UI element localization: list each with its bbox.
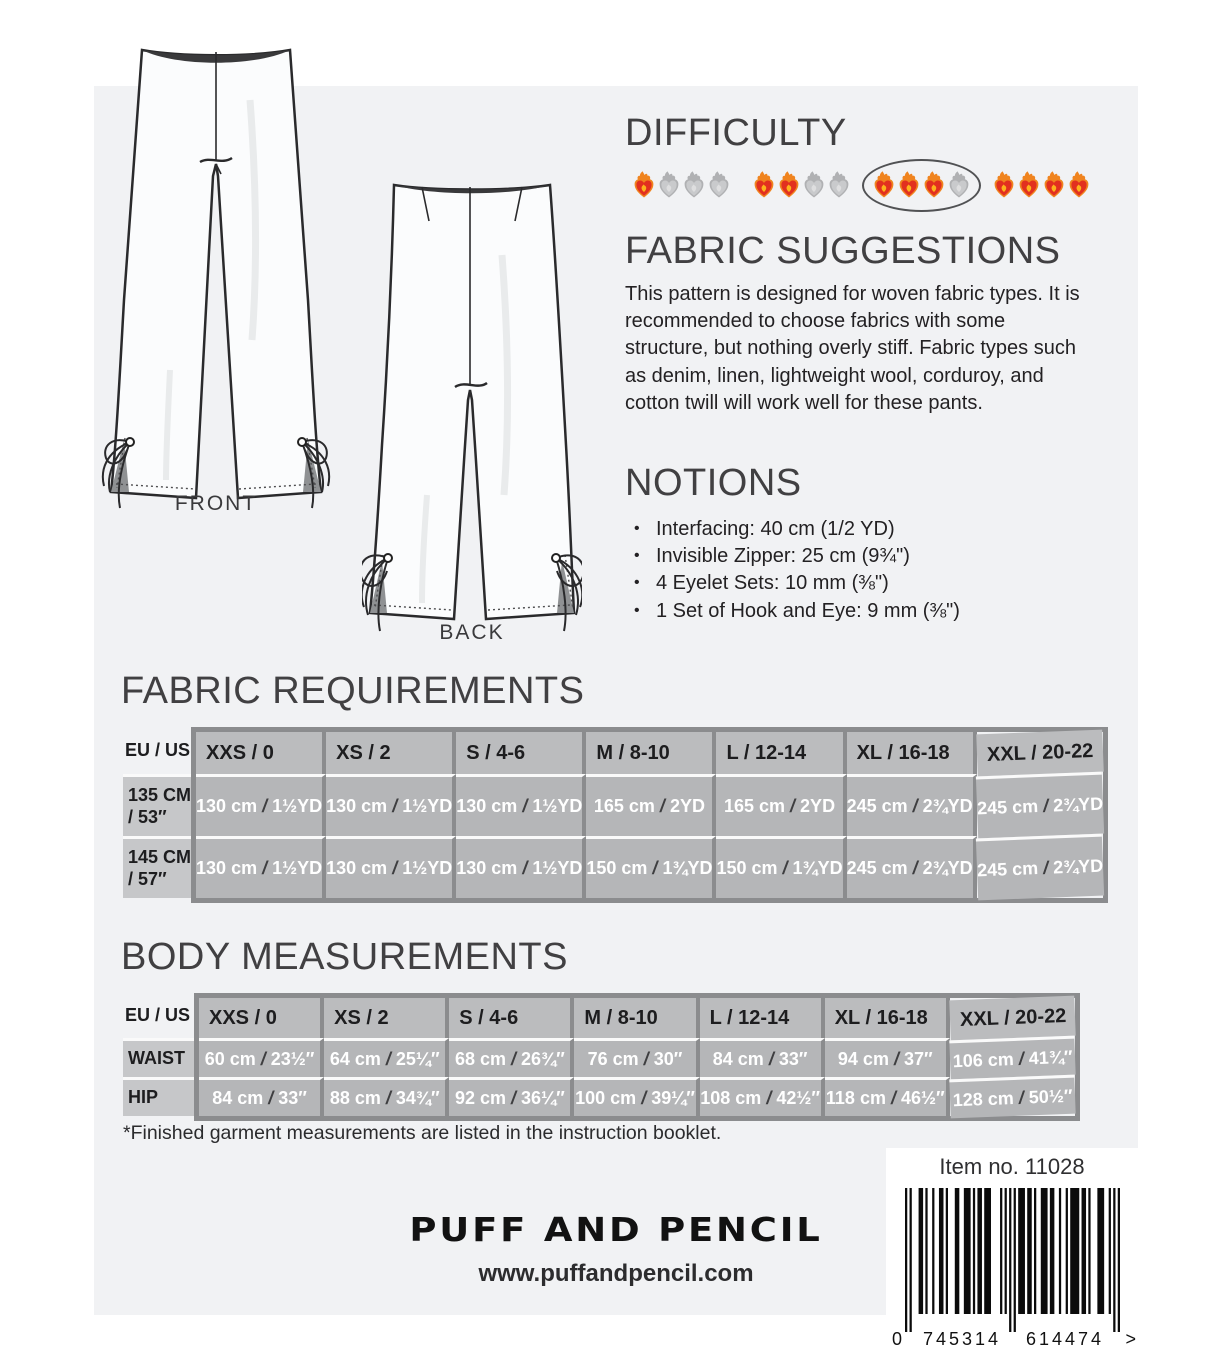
- back-figure-label: BACK: [439, 621, 505, 644]
- body-measurements-table: [123, 993, 1080, 1121]
- size-column-header: XS / 2: [326, 732, 456, 774]
- measurement-cell: 128 cm / 50½″: [949, 1075, 1076, 1119]
- body-measurements-heading: BODY MEASUREMENTS: [121, 936, 568, 978]
- size-column-header: XXS / 0: [196, 732, 326, 774]
- measurement-cell: 84 cm / 33″: [199, 1077, 324, 1116]
- fabric-requirements-heading: FABRIC REQUIREMENTS: [121, 670, 585, 712]
- measurement-cell: 76 cm / 30″: [574, 1038, 699, 1077]
- row-label: 145 CM / 57″: [123, 836, 191, 898]
- row-label: WAIST: [123, 1038, 194, 1077]
- measurement-cell: 245 cm / 2¾YD: [847, 836, 977, 898]
- brand-logo: PUFF AND PENCIL: [409, 1210, 823, 1249]
- barcode-icon: [905, 1188, 1120, 1334]
- notions-heading: NOTIONS: [625, 462, 802, 504]
- measurement-cell: 60 cm / 23½″: [199, 1038, 324, 1077]
- notion-item: • 4 Eyelet Sets: 10 mm (⅜"): [630, 570, 1110, 597]
- difficulty-selected-circle: [862, 159, 981, 212]
- measurement-cell: 130 cm / 1½YD: [456, 774, 586, 836]
- measurement-cell: 118 cm / 46½″: [825, 1077, 950, 1116]
- measurement-cell: 106 cm / 41¾″: [949, 1036, 1076, 1080]
- barcode-digit-lead: 0: [892, 1329, 903, 1349]
- measurement-cell: 130 cm / 1½YD: [326, 836, 456, 898]
- difficulty-group: [752, 170, 851, 199]
- table-corner-label: EU / US: [125, 740, 191, 760]
- size-column-header: S / 4-6: [456, 732, 586, 774]
- notion-item: • 1 Set of Hook and Eye: 9 mm (⅜"): [630, 598, 1110, 625]
- flame-heart-icon: [752, 170, 776, 199]
- measurement-cell: 130 cm / 1½YD: [196, 836, 326, 898]
- difficulty-group: [872, 170, 971, 199]
- fabric-requirements-table: [123, 727, 1104, 903]
- measurement-cell: 150 cm / 1¾YD: [586, 836, 716, 898]
- barcode-trail-mark: >: [1125, 1329, 1136, 1349]
- measurement-cell: 150 cm / 1¾YD: [716, 836, 846, 898]
- flame-heart-icon: [777, 170, 801, 199]
- size-column-header: M / 8-10: [586, 732, 716, 774]
- barcode-panel: [886, 1148, 1138, 1356]
- difficulty-heading: DIFFICULTY: [625, 112, 847, 154]
- size-column-header: S / 4-6: [449, 998, 574, 1038]
- fabric-suggestions-heading: FABRIC SUGGESTIONS: [625, 230, 1061, 272]
- flame-heart-icon: [1017, 170, 1041, 199]
- measurement-cell: 92 cm / 36¼″: [449, 1077, 574, 1116]
- measurement-cell: 130 cm / 1½YD: [456, 836, 586, 898]
- notions-list: [630, 516, 1110, 625]
- measurement-cell: 100 cm / 39¼″: [574, 1077, 699, 1116]
- difficulty-group: [632, 170, 731, 199]
- item-number: Item no. 11028: [939, 1154, 1085, 1179]
- flame-heart-icon: [1042, 170, 1066, 199]
- measurement-cell: 245 cm / 2¾YD: [976, 772, 1104, 839]
- fabric-suggestions-text: This pattern is designed for woven fabric types. It is recommended to choose fabrics with some structure, but nothing overly stiff. Fabric types such as denim, linen, lightweight wool, corduroy, and cotton twill will work well for these pants.: [625, 283, 1080, 414]
- measurement-cell: 64 cm / 25¼″: [324, 1038, 449, 1077]
- barcode-digits-right: 614474: [1025, 1329, 1105, 1349]
- size-column-header: XXS / 0: [199, 998, 324, 1038]
- website-url: www.puffandpencil.com: [478, 1260, 754, 1287]
- measurement-cell: 84 cm / 33″: [700, 1038, 825, 1077]
- notion-item: • Invisible Zipper: 25 cm (9¾"): [630, 543, 1110, 570]
- flame-heart-icon: [632, 170, 656, 199]
- flame-heart-icon: [707, 170, 731, 199]
- row-label: HIP: [123, 1077, 194, 1116]
- size-column-header: XL / 16-18: [847, 732, 977, 774]
- measurement-cell: 165 cm / 2YD: [716, 774, 846, 836]
- difficulty-group: [992, 170, 1091, 199]
- measurement-cell: 94 cm / 37″: [825, 1038, 950, 1077]
- flame-heart-icon: [992, 170, 1016, 199]
- footnote: *Finished garment measurements are listed in the instruction booklet.: [123, 1122, 722, 1144]
- flame-heart-icon: [827, 170, 851, 199]
- measurement-cell: 88 cm / 34¾″: [324, 1077, 449, 1116]
- size-column-header: M / 8-10: [574, 998, 699, 1038]
- size-column-header: L / 12-14: [700, 998, 825, 1038]
- size-column-header: L / 12-14: [716, 732, 846, 774]
- measurement-cell: 165 cm / 2YD: [586, 774, 716, 836]
- row-label: 135 CM / 53″: [123, 774, 191, 836]
- flame-heart-icon: [802, 170, 826, 199]
- pants-front-drawing: [100, 40, 332, 512]
- table-corner-label: EU / US: [125, 1005, 191, 1025]
- flame-heart-icon: [657, 170, 681, 199]
- flame-heart-icon: [1067, 170, 1091, 199]
- size-column-header: XXL / 20-22: [976, 730, 1104, 777]
- size-column-header: XS / 2: [324, 998, 449, 1038]
- barcode-digits-left: 745314: [922, 1329, 1002, 1349]
- measurement-cell: 130 cm / 1½YD: [326, 774, 456, 836]
- notion-item: • Interfacing: 40 cm (1/2 YD): [630, 516, 1110, 543]
- pants-back-drawing: [362, 175, 582, 635]
- measurement-cell: 68 cm / 26¾″: [449, 1038, 574, 1077]
- measurement-cell: 130 cm / 1½YD: [196, 774, 326, 836]
- difficulty-rating: [632, 170, 1091, 199]
- size-column-header: XXL / 20-22: [949, 996, 1076, 1041]
- measurement-cell: 245 cm / 2¾YD: [847, 774, 977, 836]
- flame-heart-icon: [682, 170, 706, 199]
- measurement-cell: 108 cm / 42½″: [700, 1077, 825, 1116]
- size-column-header: XL / 16-18: [825, 998, 950, 1038]
- measurement-cell: 245 cm / 2¾YD: [976, 834, 1104, 901]
- front-figure-label: FRONT: [174, 492, 258, 515]
